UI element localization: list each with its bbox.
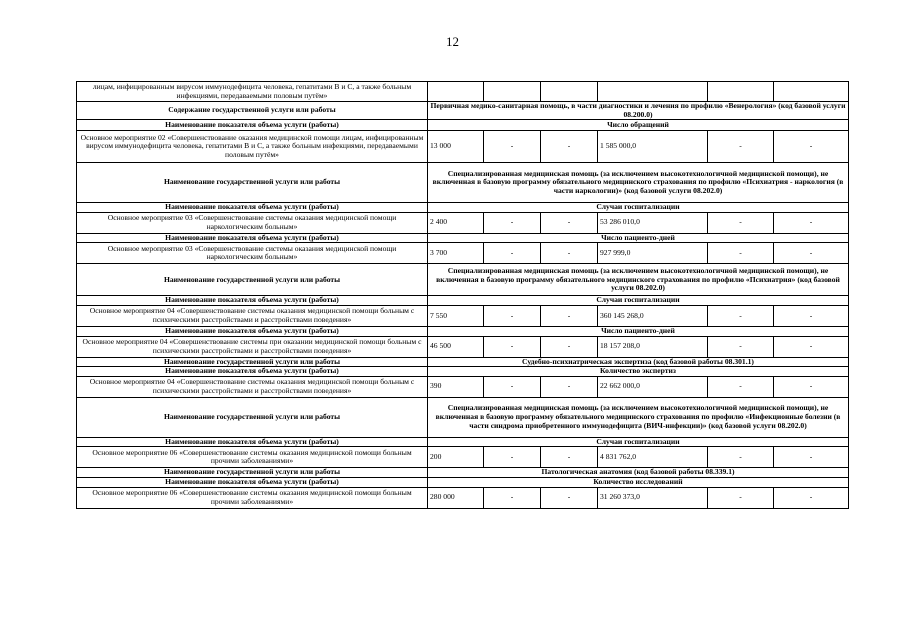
table-cell: 280 000 [428, 487, 484, 508]
table-cell: - [541, 447, 598, 468]
table-cell: 18 157 208,0 [598, 336, 708, 357]
row-heading: Наименование государственной услуги или работы [77, 163, 428, 203]
table-cell: - [708, 447, 774, 468]
row-label: Основное мероприятие 04 «Совершенствование системы оказания медицинской помощи больным с психическими расстройствами и расстройствами поведения» [77, 376, 428, 397]
row-heading: Наименование показателя объема услуги (работы) [77, 203, 428, 213]
table-cell: 46 500 [428, 336, 484, 357]
table-row [77, 487, 849, 508]
row-value: Число обращений [428, 120, 849, 131]
row-value: Число пациенто-дней [428, 326, 849, 336]
table-header-row [77, 296, 849, 306]
row-heading: Наименование показателя объема услуги (работы) [77, 437, 428, 447]
row-value: Патологическая анатомия (код базовой работы 08.339.1) [428, 468, 849, 478]
table-cell: - [708, 305, 774, 326]
row-value: Количество экспертиз [428, 367, 849, 377]
table-cell: 390 [428, 376, 484, 397]
table-header-row [77, 357, 849, 367]
row-heading: Содержание государственной услуги или работы [77, 102, 428, 120]
table-cell: - [774, 243, 849, 264]
table-cell [598, 82, 708, 102]
table-cell: - [708, 336, 774, 357]
table-cell: - [484, 131, 541, 163]
row-heading: Наименование государственной услуги или работы [77, 264, 428, 296]
table-cell: - [708, 243, 774, 264]
table-cell: - [774, 131, 849, 163]
table-cell: - [541, 376, 598, 397]
table-cell: - [774, 336, 849, 357]
page-number: 12 [446, 34, 459, 49]
row-heading: Наименование показателя объема услуги (работы) [77, 296, 428, 306]
table-cell: - [541, 243, 598, 264]
table-cell: - [774, 305, 849, 326]
row-value: Число пациенто-дней [428, 233, 849, 243]
table-cell: - [774, 212, 849, 233]
table-header-row [77, 120, 849, 131]
row-label: Основное мероприятие 06 «Совершенствование системы оказания медицинской помощи больным прочими заболеваниями» [77, 447, 428, 468]
table-cell: 4 831 762,0 [598, 447, 708, 468]
row-heading: Наименование показателя объема услуги (работы) [77, 120, 428, 131]
row-label: Основное мероприятие 06 «Совершенствование системы оказания медицинской помощи больным прочими заболеваниями» [77, 487, 428, 508]
row-label: Основное мероприятие 03 «Совершенствование системы оказания медицинской помощи наркологическим больным» [77, 212, 428, 233]
table-row [77, 131, 849, 163]
row-value: Случаи госпитализации [428, 437, 849, 447]
table-cell: - [541, 305, 598, 326]
row-label: Основное мероприятие 03 «Совершенствование системы оказания медицинской помощи наркологическим больным» [77, 243, 428, 264]
table-cell: - [774, 447, 849, 468]
table-cell: - [541, 487, 598, 508]
table-header-row [77, 233, 849, 243]
table-cell: - [484, 447, 541, 468]
table-header-row [77, 367, 849, 377]
table-cell: - [708, 487, 774, 508]
table-cell [541, 82, 598, 102]
row-value: Первичная медико-санитарная помощь, в части диагностики и лечения по профилю «Венерология» (код базовой услуги 08.200.0) [428, 102, 849, 120]
table-header-row [77, 397, 849, 437]
row-heading: Наименование государственной услуги или работы [77, 397, 428, 437]
table-cell: 200 [428, 447, 484, 468]
row-label: Основное мероприятие 02 «Совершенствование оказания медицинской помощи лицам, инфицированным вирусом иммунодефицита человека, гепатитами В и С, а также больным инфекциями, передаваемыми половым путём» [77, 131, 428, 163]
table-row [77, 243, 849, 264]
row-value: Специализированная медицинская помощь (за исключением высокотехнологичной медицинской помощи), не включенная в базовую программу обязательного медицинского страхования по профилю «Психиатрия» (код базовой услуги 08.202.0) [428, 264, 849, 296]
table-cell: - [774, 376, 849, 397]
table-cell: - [484, 487, 541, 508]
table-cell: 2 400 [428, 212, 484, 233]
row-value: Специализированная медицинская помощь (за исключением высокотехнологичной медицинской помощи), не включенная в базовую программу обязательного медицинского страхования по профилю «Психиатрия - наркология (в части наркологии)» (код базовой услуги 08.202.0) [428, 163, 849, 203]
table-cell: - [484, 212, 541, 233]
table-cell: 1 585 000,0 [598, 131, 708, 163]
table-header-row [77, 437, 849, 447]
table-cell: 7 550 [428, 305, 484, 326]
table-row [77, 212, 849, 233]
row-heading: Наименование показателя объема услуги (работы) [77, 367, 428, 377]
table-row [77, 305, 849, 326]
row-heading: Наименование государственной услуги или работы [77, 357, 428, 367]
table-cell [774, 82, 849, 102]
table-cell: - [541, 131, 598, 163]
table-header-row [77, 203, 849, 213]
table-cell: 53 286 010,0 [598, 212, 708, 233]
table-cell: 13 000 [428, 131, 484, 163]
row-heading: Наименование показателя объема услуги (работы) [77, 477, 428, 487]
row-value: Случаи госпитализации [428, 296, 849, 306]
table-cell: - [708, 131, 774, 163]
row-label: Основное мероприятие 04 «Совершенствование системы оказания медицинской помощи больным с психическими расстройствами и расстройствами поведения» [77, 305, 428, 326]
table-header-row [77, 163, 849, 203]
row-value: Судебно-психиатрическая экспертиза (код базовой работы 08.301.1) [428, 357, 849, 367]
table-cell [708, 82, 774, 102]
table-header-row [77, 468, 849, 478]
table-row [77, 376, 849, 397]
table-cell: - [484, 305, 541, 326]
table-cell: - [484, 376, 541, 397]
table-cell: - [541, 212, 598, 233]
table-cell: - [708, 376, 774, 397]
table-cell: - [708, 212, 774, 233]
table-row [77, 82, 849, 102]
row-value: Специализированная медицинская помощь (за исключением высокотехнологичной медицинской помощи), не включенная в базовую программу обязательного медицинского страхования по профилю «Инфекционные болезни (в части синдрома приобретенного иммунодефицита (ВИЧ-инфекции)» (код базовой услуги 08.202.0) [428, 397, 849, 437]
table-header-row [77, 477, 849, 487]
row-label: лицам, инфицированным вирусом иммунодефицита человека, гепатитами В и С, а также больным инфекциями, передаваемыми половым путём» [77, 82, 428, 102]
table-body [77, 82, 849, 509]
row-value: Количество исследований [428, 477, 849, 487]
table-cell: - [774, 487, 849, 508]
table-cell: 3 700 [428, 243, 484, 264]
table-header-row [77, 102, 849, 120]
row-heading: Наименование показателя объема услуги (работы) [77, 233, 428, 243]
table-cell: - [484, 243, 541, 264]
row-heading: Наименование государственной услуги или работы [77, 468, 428, 478]
table-cell [484, 82, 541, 102]
table-header-row [77, 326, 849, 336]
table-row [77, 336, 849, 357]
services-table [76, 81, 849, 509]
table-cell: 360 145 268,0 [598, 305, 708, 326]
table-cell: 927 999,0 [598, 243, 708, 264]
row-heading: Наименование показателя объема услуги (работы) [77, 326, 428, 336]
table-row [77, 447, 849, 468]
table-cell [428, 82, 484, 102]
table-cell: - [484, 336, 541, 357]
table-header-row [77, 264, 849, 296]
table-cell: 31 260 373,0 [598, 487, 708, 508]
row-label: Основное мероприятие 04 «Совершенствование системы при оказании медицинской помощи больным с психическими расстройствами и расстройствами поведения» [77, 336, 428, 357]
row-value: Случаи госпитализации [428, 203, 849, 213]
table-cell: - [541, 336, 598, 357]
table-cell: 22 662 000,0 [598, 376, 708, 397]
